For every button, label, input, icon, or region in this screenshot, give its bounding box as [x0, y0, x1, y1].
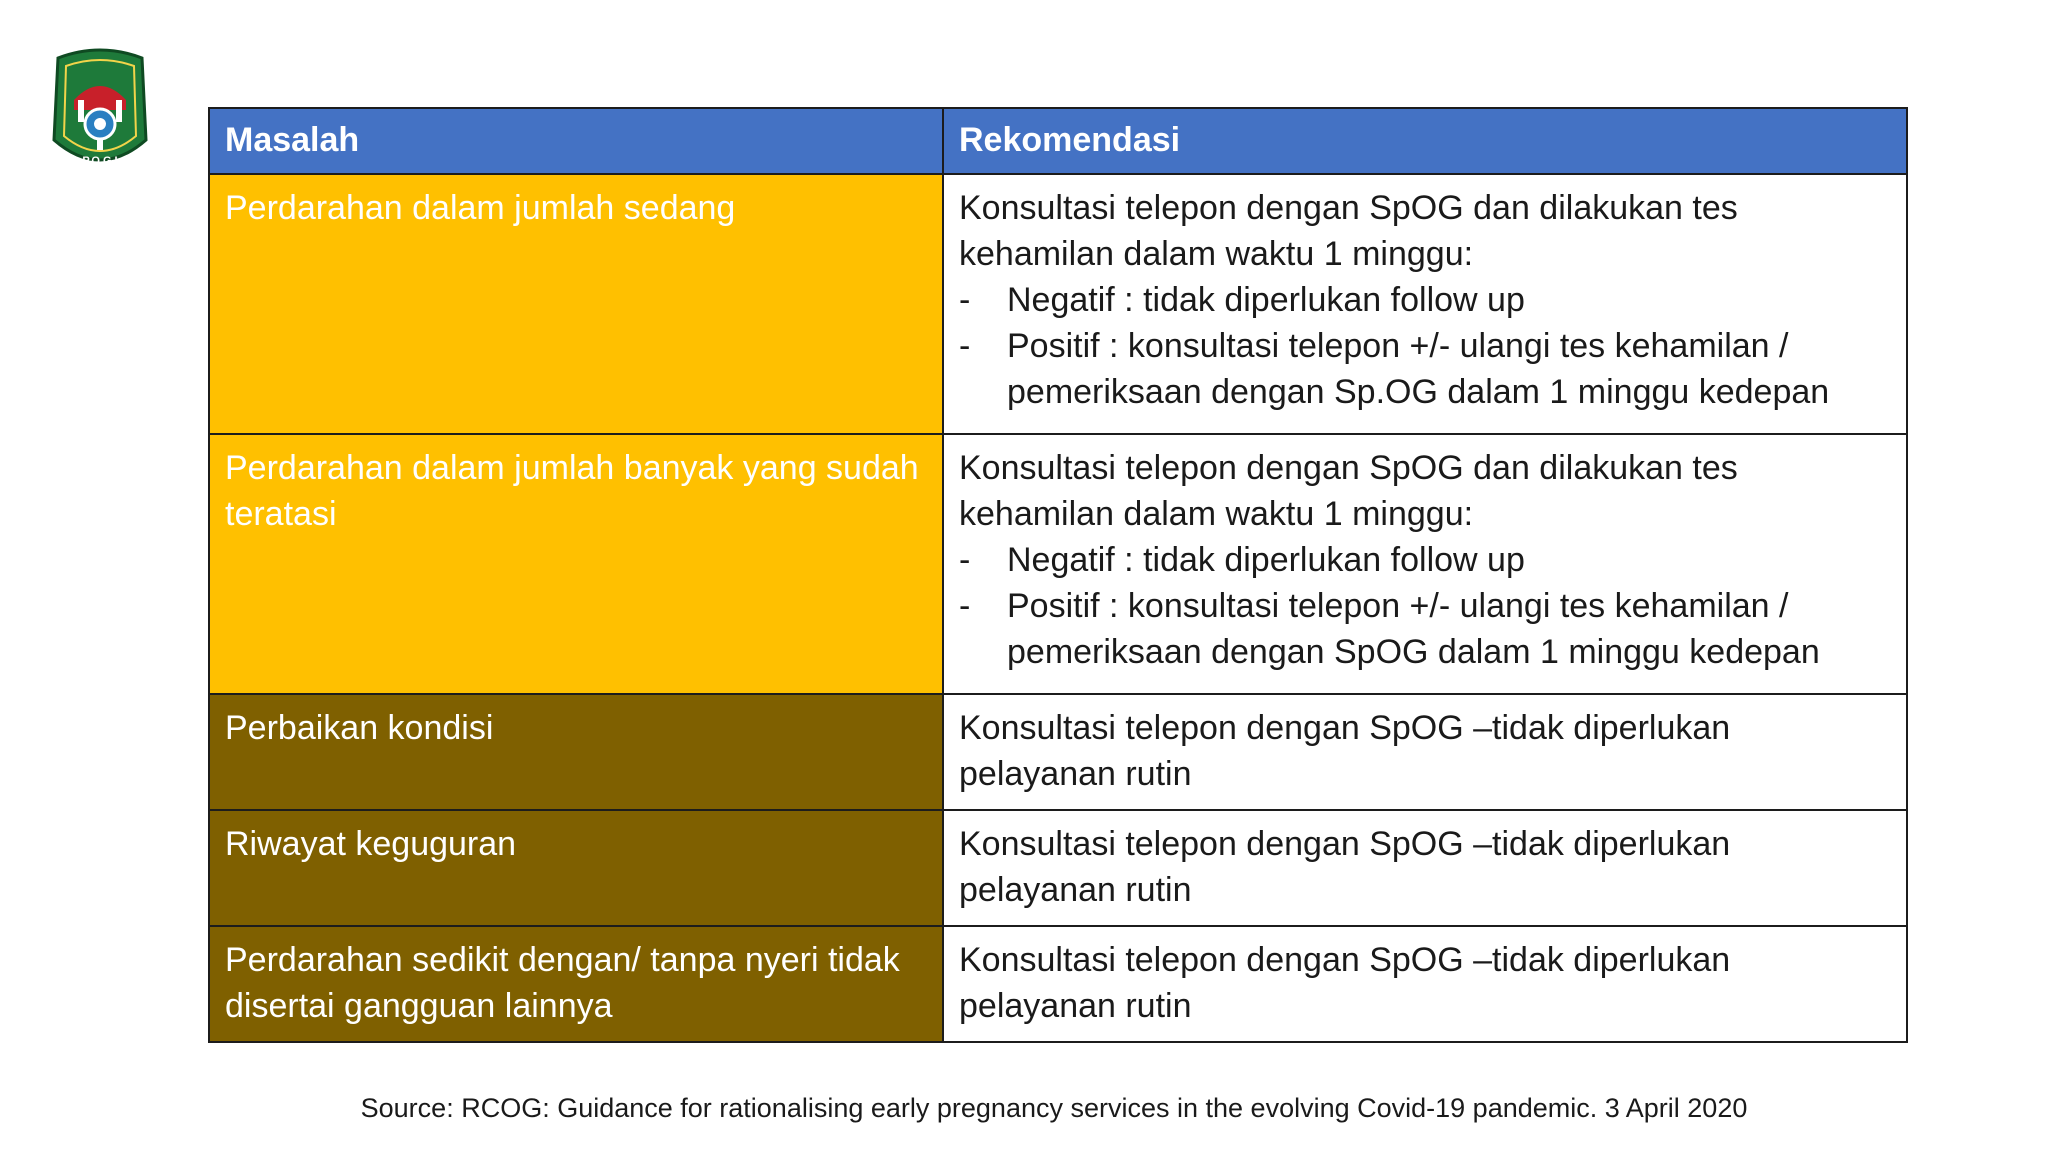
table-row	[209, 694, 1907, 810]
bullet-text: Negatif : tidak diperlukan follow up	[1007, 281, 1525, 319]
table-row	[209, 434, 1907, 694]
header-masalah: Masalah	[209, 108, 943, 174]
rekomendasi-cell: Konsultasi telepon dengan SpOG –tidak diperlukan pelayanan rutin	[943, 694, 1907, 810]
table-header-row	[209, 108, 1907, 174]
pogi-logo	[48, 40, 152, 180]
rekomendasi-text: Konsultasi telepon dengan SpOG dan dilakukan tes kehamilan dalam waktu 1 minggu:	[959, 189, 1738, 273]
table-row	[209, 926, 1907, 1042]
rekomendasi-cell	[943, 174, 1907, 434]
masalah-cell: Perdarahan dalam jumlah banyak yang sudah teratasi	[209, 434, 943, 694]
masalah-cell: Perdarahan sedikit dengan/ tanpa nyeri tidak disertai gangguan lainnya	[209, 926, 943, 1042]
table-row	[209, 810, 1907, 926]
masalah-cell: Perbaikan kondisi	[209, 694, 943, 810]
rekomendasi-cell: Konsultasi telepon dengan SpOG –tidak diperlukan pelayanan rutin	[943, 926, 1907, 1042]
bullet-dash: -	[959, 281, 971, 319]
header-rekomendasi: Rekomendasi	[943, 108, 1907, 174]
bullet-dash: -	[959, 541, 971, 579]
bullet-item	[959, 277, 1891, 323]
bullet-text: Positif : konsultasi telepon +/- ulangi tes kehamilan / pemeriksaan dengan Sp.OG dalam 1 minggu kedepan	[1007, 327, 1830, 411]
rekomendasi-cell	[943, 434, 1907, 694]
rekomendasi-bullets	[959, 277, 1891, 415]
source-citation: Source: RCOG: Guidance for rationalising early pregnancy services in the evolving Covid-19 pandemic. 3 April 2020	[360, 1093, 1748, 1123]
rekomendasi-text: Konsultasi telepon dengan SpOG dan dilakukan tes kehamilan dalam waktu 1 minggu:	[959, 449, 1738, 533]
bullet-item	[959, 537, 1891, 583]
bullet-item	[959, 583, 1891, 675]
bullet-dash: -	[959, 327, 971, 365]
rekomendasi-bullets	[959, 537, 1891, 675]
bullet-item	[959, 323, 1891, 415]
rekomendasi-cell: Konsultasi telepon dengan SpOG –tidak diperlukan pelayanan rutin	[943, 810, 1907, 926]
bullet-text: Negatif : tidak diperlukan follow up	[1007, 541, 1525, 579]
bullet-text: Positif : konsultasi telepon +/- ulangi tes kehamilan / pemeriksaan dengan SpOG dalam 1 minggu kedepan	[1007, 587, 1820, 671]
table-row	[209, 174, 1907, 434]
svg-text:P.O.G.I: P.O.G.I	[82, 155, 118, 167]
guidance-table	[208, 107, 1908, 1043]
bullet-dash: -	[959, 587, 971, 625]
masalah-cell: Perdarahan dalam jumlah sedang	[209, 174, 943, 434]
pogi-emblem-icon	[48, 40, 152, 180]
masalah-cell: Riwayat keguguran	[209, 810, 943, 926]
